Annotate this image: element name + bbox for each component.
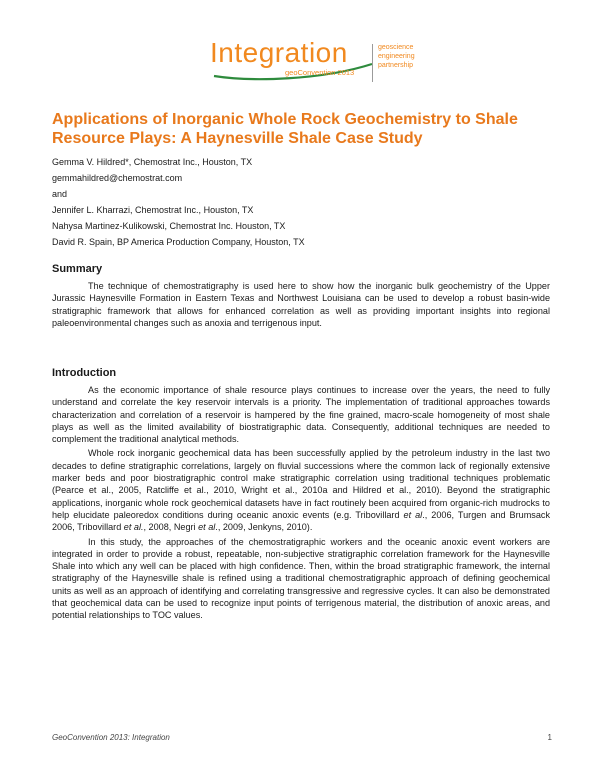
paper-title: Applications of Inorganic Whole Rock Geochemistry to Shale Resource Plays: A Haynesville Shale Case Study (52, 111, 518, 147)
footer-conference: GeoConvention 2013: Integration (52, 733, 170, 742)
logo-wordmark: Integration (210, 37, 348, 68)
author-email: gemmahildred@chemostrat.com (52, 173, 183, 183)
logo-tag-line: engineering (378, 53, 415, 60)
summary-section (52, 280, 550, 331)
logo-subtitle: geoConvention 2013 (285, 68, 355, 77)
summary-paragraph: The technique of chemostratigraphy is used here to show how the inorganic bulk geochemistry of the Upper Jurassic Haynesville Formation in Eastern Texas and Northwest Louisiana can be used to develop a robust basin-wide stratigraphic framework that allows for enhanced correlation as well as providing important insights into regional paleoenvironmental changes such as anoxia and terrigenous input. (52, 281, 550, 328)
conference-logo (210, 38, 450, 88)
author-line: and (52, 189, 68, 199)
author-line: Jennifer L. Kharrazi, Chemostrat Inc., Houston, TX (52, 205, 254, 215)
summary-heading: Summary (52, 263, 103, 275)
intro-paragraph-3: In this study, the approaches of the chemostratigraphic workers and the oceanic anoxic event workers are integrated in order to provide a robust, repeatable, non-subjective stratigraphic correlation framework for the Haynesville Shale into which any well can be placed with high confidence. Then, within the broad stratigraphic framework, the internal stratigraphy of the Haynesville shale is refined using a traditional chemostratigraphic approach of defining geochemical units as well as an approach of identifying and correlating transgressive and regressive cycles. It can also be demonstrated that geochemical data can be used to recognize input points of terrigenous material, the distribution of anoxic areas, and potential relationships to TOC values. (52, 536, 550, 621)
logo-tag-line: partnership (378, 62, 414, 69)
author-line: Nahysa Martinez-Kulikowski, Chemostrat Inc. Houston, TX (52, 221, 286, 231)
author-block (52, 154, 552, 250)
logo-tagline (378, 43, 415, 70)
logo-divider (372, 44, 373, 82)
author-line: David R. Spain, BP America Production Company, Houston, TX (52, 237, 305, 247)
intro-paragraph-1: As the economic importance of shale resource plays continues to increase over the years, the need to fully understand and correlate the key reservoir intervals is a priority. The implementation of traditional approaches towards characterization and correlation of a reservoir is hampered by the fine grained, macro-scale homogeneity of most shale plays as well as the limited availability of biostratigraphic data. Consequently, additional techniques are needed to complement the traditional analytical methods. (52, 385, 550, 445)
intro-paragraph-2: Whole rock inorganic geochemical data has been successfully applied by the petroleum industry in the last two decades to define stratigraphic correlations, largely on fluvial successions where the common lack of regionally extensive marker beds and poor biostratigraphic control make stratigraphic correlation using traditional techniques problematic (Pearce et al., 2005, Ratcliffe et al., 2010, Wright et al., 2010a and Hildred et al., 2010). Beyond the stratigraphic applications, inorganic whole rock geochemical datasets have in fact routinely been acquired from organic-rich mudrocks to help elucidate paleoredox conditions during oceanic anoxic events (e.g. Tribovillard et al., 2006, Turgen and Brumsack 2006, Tribovillard et al., 2008, Negri et al., 2009, Jenkyns, 2010). (52, 448, 550, 533)
page-number: 1 (547, 733, 552, 742)
introduction-heading: Introduction (52, 367, 117, 379)
logo-tag-line: geoscience (378, 44, 414, 51)
introduction-section (52, 384, 550, 624)
author-line: Gemma V. Hildred*, Chemostrat Inc., Houston, TX (52, 157, 253, 167)
